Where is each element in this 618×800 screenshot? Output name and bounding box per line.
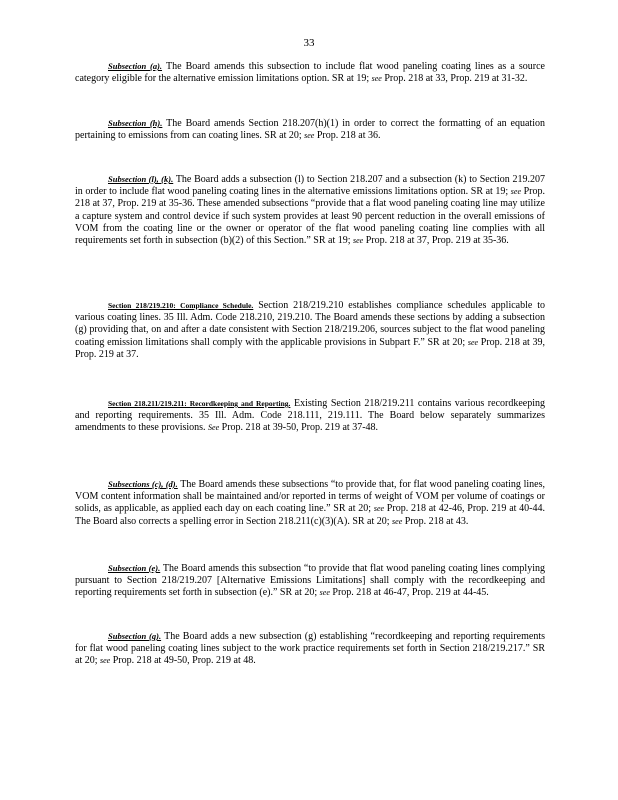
see-signal: see — [353, 236, 364, 246]
paragraph-text: The Board amends this subsection “to provide that flat wood paneling coating lines complying pursuant to Section 218/219.207 [Alternative Emissions Limitations] shall comply with the recordkeeping and reporting requirements set forth in subsection (e).” SR at 20; — [75, 563, 545, 599]
see-signal: see — [392, 516, 403, 526]
subsection-heading: Subsection (h). — [108, 118, 163, 128]
page-number: 33 — [303, 37, 315, 49]
section-heading: Section 218.211/219.211: Recordkeeping and Reporting. — [108, 399, 291, 408]
paragraph-text: The Board amends these subsections “to provide that, for flat wood paneling coating lines, VOM content information shall be maintained and/or reported in terms of weight of VOM per volume of coatings or solids, as applicable, as applied each day on each coating line.” SR at 20; — [75, 479, 545, 515]
paragraph-text: Prop. 218 at 39-50, Prop. 219 at 37-48. — [219, 422, 379, 434]
see-signal: See — [208, 423, 220, 433]
paragraph-text: Section 218/219.210 establishes compliance schedules applicable to various coating lines. 35 Ill. Adm. Code 218.210, 219.210. The Board amends these sections by adding a subsection (g) providing that, on and after a date consistent with Section 218/219.206, sources subject to the flat wood paneling coating emission limitations shall comply with the applicable provisions in Subpart F.” SR at 20; — [75, 300, 546, 348]
see-signal: see — [371, 74, 382, 84]
see-signal: see — [100, 656, 111, 666]
paragraph-subsection-e — [75, 562, 545, 600]
section-heading: Section 218/219.210: Compliance Schedule. — [108, 301, 254, 310]
paragraph-text: Prop. 218 at 37, Prop. 219 at 35-36. These amended subsections “provide that a flat wood paneling coating line may utilize a capture system and control device if such system provides at least 90 percent reduction in the overall emissions of VOM from the coating line or the owner or operator of the flat wood paneling coating line complies with all requirements set forth in subsection (b)(2) of this Section.” SR at 19; — [75, 186, 545, 247]
paragraph-text: Prop. 218 at 42-46, Prop. 219 at 40-44. The Board also corrects a spelling error in Section 218.211(c)(3)(A). SR at 20; — [75, 503, 545, 527]
paragraph-text: The Board amends Section 218.207(h)(1) in order to correct the formatting of an equation pertaining to emissions from can coating lines. SR at 20; — [75, 118, 545, 142]
paragraph-text: The Board adds a new subsection (g) establishing “recordkeeping and reporting requirements for flat wood paneling coating lines subject to the work practice requirements set forth in Section 218/219.217.” SR at 20; — [75, 631, 545, 667]
paragraph-section-210 — [75, 300, 545, 361]
paragraph-text: The Board amends this subsection to include flat wood paneling coating lines as a source category eligible for the alternative emission limitations option. SR at 19; — [75, 61, 545, 85]
paragraph-text: Prop. 218 at 33, Prop. 219 at 31-32. — [381, 73, 528, 85]
paragraph-text: Prop. 218 at 39, Prop. 219 at 37. — [75, 336, 546, 360]
see-signal: see — [319, 588, 330, 598]
see-signal: see — [373, 504, 385, 514]
paragraph-text: Prop. 218 at 46-47, Prop. 219 at 44-45. — [329, 587, 489, 599]
paragraph-text: Existing Section 218/219.211 contains various recordkeeping and reporting requirements. 35 Ill. Adm. Code 218.111, 219.111. The Board below separately summarizes amendments to these provisions. — [75, 398, 545, 434]
paragraph-text: Prop. 218 at 49-50, Prop. 219 at 48. — [110, 655, 256, 667]
see-signal: see — [304, 131, 315, 141]
paragraph-text: Prop. 218 at 43. — [402, 515, 469, 527]
paragraph-subsection-a — [75, 60, 545, 85]
paragraph-section-211 — [75, 398, 545, 435]
subsection-heading: Subsection (a). — [108, 61, 163, 71]
subsection-heading: Subsections (c), (d). — [108, 479, 178, 489]
subsection-heading: Subsection (g). — [108, 631, 162, 641]
paragraph-text: Prop. 218 at 36. — [314, 130, 381, 142]
paragraph-subsection-g — [75, 630, 545, 668]
see-signal: see — [510, 187, 521, 197]
paragraph-subsection-h — [75, 117, 545, 142]
paragraph-subsections-c-d — [75, 478, 545, 528]
paragraph-text: Prop. 218 at 37, Prop. 219 at 35-36. — [363, 235, 509, 247]
subsection-heading: Subsection (l), (k). — [108, 174, 174, 184]
see-signal: see — [467, 337, 479, 347]
paragraph-subsection-l-k — [75, 173, 545, 247]
paragraph-text: The Board adds a subsection (l) to Section 218.207 and a subsection (k) to Section 219.207 in order to include flat wood paneling coating lines in the alternative emissions limitations option. SR at 19; — [75, 174, 545, 198]
subsection-heading: Subsection (e). — [108, 563, 161, 573]
